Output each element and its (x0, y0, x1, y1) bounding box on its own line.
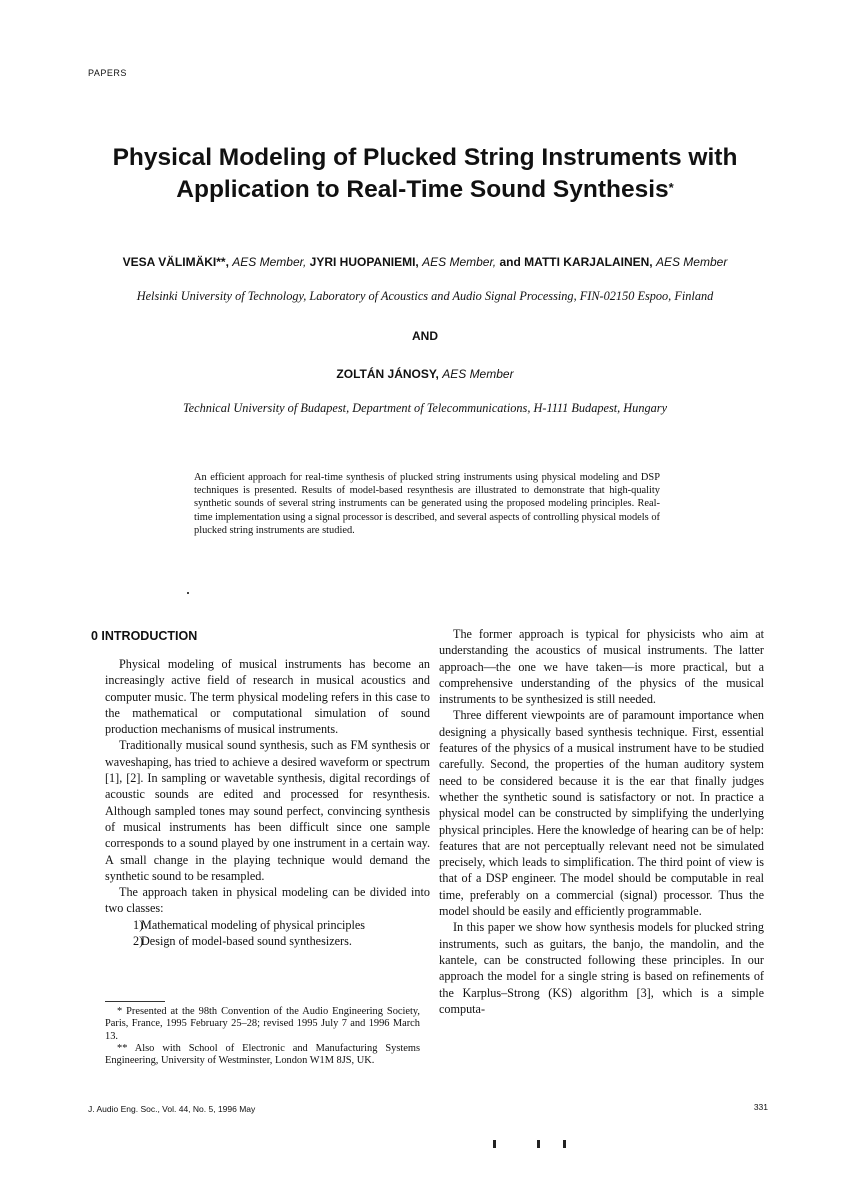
author-name: JYRI HUOPANIEMI, (309, 255, 419, 269)
title-line-2 (60, 174, 790, 206)
affiliation-2: Technical University of Budapest, Department of Telecommunications, H-1111 Budapest, Hungary (182, 401, 668, 415)
body-column-left (91, 626, 430, 949)
author-name: ZOLTÁN JÁNOSY, (336, 367, 439, 381)
and-separator: AND (412, 329, 438, 343)
paper-title (60, 142, 790, 206)
list-number: 1) (133, 917, 144, 932)
author-role: AES Member, (422, 255, 497, 269)
title-footnote-marker: * (668, 180, 674, 195)
paragraph: The approach taken in physical modeling can be divided into two classes: (105, 885, 430, 916)
section-heading: 0 INTRODUCTION (91, 629, 198, 643)
list-item (105, 933, 430, 949)
scan-tick-mark (493, 1140, 496, 1148)
scan-tick-mark (563, 1140, 566, 1148)
scan-speck (187, 592, 189, 594)
paragraph: Traditionally musical sound synthesis, such as FM synthesis or waveshaping, has tried to achieve a desired waveform or spectrum [1], [2]. In sampling or wavetable synthesis, digital recordings of acoustic sounds are edited and processed for resynthesis. Although sampled tones may sound perfect, convincing synthesis of musical instruments has been difficult since one sample corresponds to a sound played by one instrument in a certain way. A small change in the playing technique would demand the synthetic sound to be resampled. (105, 738, 430, 883)
title-line-1: Physical Modeling of Plucked String Instruments with (112, 144, 738, 171)
body-column-right (439, 626, 764, 1017)
author-conjunction: and (499, 255, 521, 269)
title-line-2-text: Application to Real-Time Sound Synthesis (176, 176, 669, 203)
author-2 (60, 367, 790, 381)
author-role: AES Member (442, 367, 514, 381)
footnote: ** Also with School of Electronic and Manufacturing Systems Engineering, University of Westminster, London W1M 8JS, UK. (105, 1042, 420, 1067)
abstract: An efficient approach for real-time synthesis of plucked string instruments using physical modeling and DSP techniques is presented. Results of model-based resynthesis are illustrated to demonstrate that high-quality synthetic sounds of several string instruments can be generated using the proposed modeling principles. Real-time implementation using a signal processor is described, and several aspects of controlling physical models of plucked string instruments are studied. (194, 472, 660, 536)
page-number: 331 (753, 1102, 768, 1112)
author-role: AES Member (655, 255, 728, 269)
footnotes (105, 1006, 420, 1067)
scan-tick-mark (537, 1140, 540, 1148)
paragraph: Physical modeling of musical instruments has become an increasingly active field of research in musical acoustics and computer music. The term physical modeling refers in this case to the mathematical or computational simulation of sound production mechanisms of musical instruments. (105, 657, 430, 737)
paragraph: Three different viewpoints are of paramount importance when designing a physically based synthesis technique. First, essential features of the physics of a musical instrument have to be studied carefully. Second, the properties of the human auditory system need to be considered because it is the ear that finally judges whether the synthetic sound is satisfactory or not. In practice a physical model can be constructed by simplifying the underlying physical principles. Here the knowledge of hearing can be of help: features that are not perceptually relevant need not be simulated precisely, which leads to simplification. The third point of view is that of a DSP engineer. The model should be computable in real time, preferably on a commercial (signal) processor. Thus the model should be easily and efficiently programmable. (439, 708, 764, 919)
footnote: * Presented at the 98th Convention of the Audio Engineering Society, Paris, France, 1995 February 25–28; revised 1995 July 7 and 1996 March 13. (105, 1006, 420, 1042)
author-name: MATTI KARJALAINEN, (524, 255, 653, 269)
list-text: Design of model-based sound synthesizers. (141, 934, 352, 949)
list-text: Mathematical modeling of physical principles (141, 917, 366, 932)
footnote-rule (105, 1001, 165, 1002)
list-number: 2) (133, 934, 144, 949)
author-name: VESA VÄLIMÄKI**, (122, 255, 229, 269)
author-list (60, 255, 790, 269)
journal-reference: J. Audio Eng. Soc., Vol. 44, No. 5, 1996 May (88, 1104, 256, 1114)
list-item (105, 917, 430, 933)
author-role: AES Member, (232, 255, 307, 269)
paragraph: In this paper we show how synthesis models for plucked string instruments, such as guitars, the banjo, the mandolin, and the kantele, can be constructed following these principles. In our approach the model for a single string is based on refinements of the Karplus–Strong (KS) algorithm [3], which is a simple computa- (439, 920, 764, 1016)
section-label: PAPERS (88, 68, 127, 78)
paragraph: The former approach is typical for physicists who aim at understanding the acoustics of musical instruments. The latter approach—the one we have taken—is more practical, but a comprehensive understanding of the physics of the musical instruments to be synthesized is still needed. (439, 627, 764, 707)
affiliation-1: Helsinki University of Technology, Laboratory of Acoustics and Audio Signal Processing, FIN-02150 Espoo, Finland (136, 289, 714, 303)
